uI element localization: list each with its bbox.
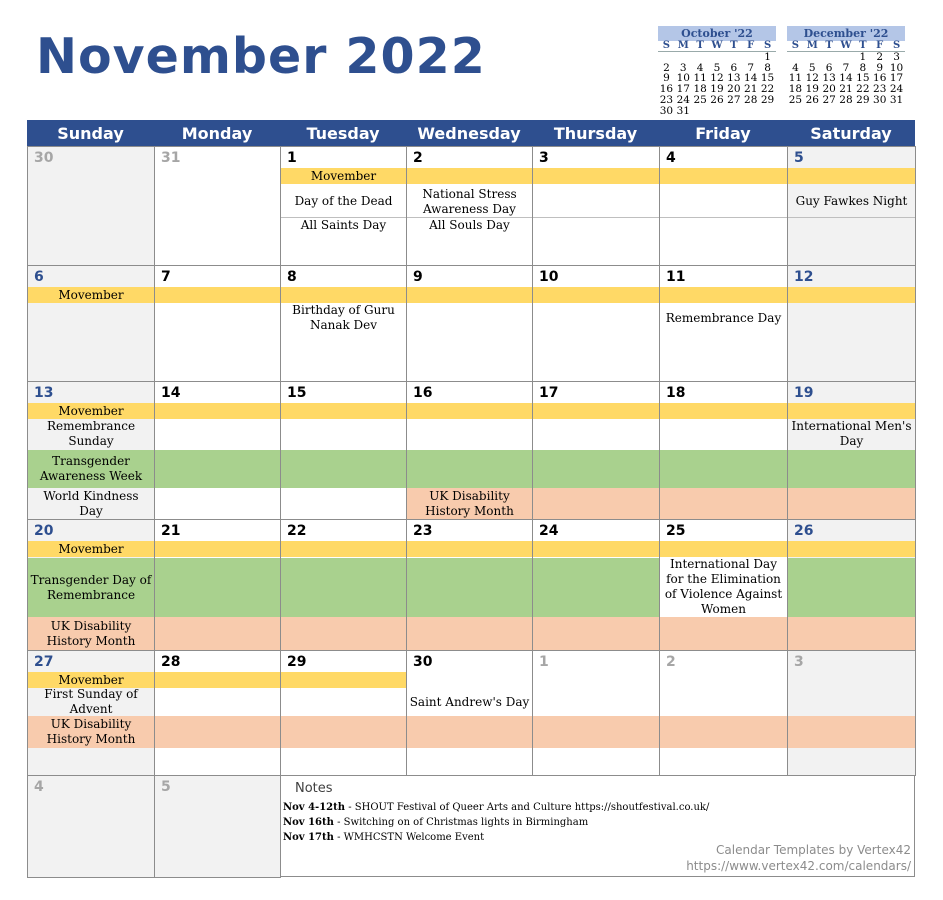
event-band-green <box>28 558 154 617</box>
day-number: 1 <box>539 654 549 670</box>
mini-day: 25 <box>693 93 707 106</box>
mini-day: 11 <box>693 72 707 85</box>
day-cell[interactable] <box>280 265 407 382</box>
day-cell[interactable] <box>406 650 533 776</box>
event-band-yellow <box>281 287 406 303</box>
mini-day: 4 <box>792 61 799 74</box>
mini-day <box>692 52 709 63</box>
mini-day: 31 <box>889 93 904 106</box>
mini-weekday: T <box>854 41 871 52</box>
event-label: UK Disability History Month <box>46 618 136 648</box>
event-band-green <box>533 558 659 617</box>
mini-day: 23 <box>873 83 887 96</box>
event-band-green <box>407 450 532 488</box>
event-band-yellow <box>788 403 915 419</box>
mini-calendar-title: October '22 <box>658 26 776 41</box>
mini-day: 1 <box>859 50 867 63</box>
day-number: 30 <box>413 654 433 670</box>
mini-weekday: S <box>759 41 776 52</box>
event-label: Remembrance Day <box>665 310 782 325</box>
day-number: 31 <box>161 150 181 166</box>
cell-divider <box>533 217 659 218</box>
event-band-yellow <box>28 287 154 303</box>
event-band-peach <box>28 617 154 650</box>
day-cell[interactable] <box>659 146 788 266</box>
note-text: - WMHCSTN Welcome Event <box>333 832 485 843</box>
mini-day: 3 <box>679 61 687 74</box>
event-band-peach <box>788 617 915 650</box>
event-band-yellow <box>155 287 280 303</box>
event-band-yellow <box>788 541 915 557</box>
mini-day: 30 <box>873 93 887 106</box>
mini-day: 20 <box>822 83 836 96</box>
event-label: Transgender Awareness Week <box>39 454 143 483</box>
day-cell[interactable] <box>280 146 407 266</box>
mini-weekday: S <box>787 41 804 52</box>
event-band-yellow <box>28 672 154 688</box>
note-item <box>283 816 588 829</box>
day-number: 25 <box>666 523 686 539</box>
day-number: 1 <box>287 150 297 166</box>
mini-day <box>787 52 804 63</box>
weekday-saturday: Saturday <box>810 124 892 143</box>
mini-day: 29 <box>856 93 870 106</box>
weekday-sunday: Sunday <box>57 124 124 143</box>
event-band-yellow <box>533 287 659 303</box>
mini-day: 30 <box>659 104 674 117</box>
day-cell[interactable] <box>154 650 281 776</box>
mini-day: 11 <box>788 72 803 85</box>
mini-day: 5 <box>808 61 816 74</box>
day-cell[interactable] <box>406 265 533 382</box>
mini-day: 13 <box>822 72 836 85</box>
page-title: November 2022 <box>36 28 486 85</box>
note-text: - Switching on of Christmas lights in Birmingham <box>333 817 589 828</box>
day-number: 30 <box>34 150 54 166</box>
event-label: UK Disability History Month <box>425 489 514 518</box>
mini-day: 21 <box>839 83 853 96</box>
day-number: 5 <box>161 779 171 795</box>
day-number: 4 <box>666 150 676 166</box>
mini-day: 19 <box>710 83 724 96</box>
event-label: Remembrance Sunday <box>46 419 136 448</box>
note-date: Nov 4-12th <box>283 802 346 813</box>
event-band-green <box>155 558 280 617</box>
mini-day: 19 <box>805 83 819 96</box>
event-label: International Day for the Elimination of Violence Against Women <box>664 557 783 616</box>
mini-weekday: W <box>709 41 726 52</box>
mini-day: 24 <box>889 83 904 96</box>
notes-title: Notes <box>295 781 333 796</box>
day-number: 7 <box>161 269 171 285</box>
mini-day <box>804 52 821 63</box>
day-cell[interactable] <box>27 519 155 651</box>
day-cell[interactable] <box>787 381 916 520</box>
mini-day: 22 <box>760 83 775 96</box>
event-band-peach <box>788 716 915 748</box>
mini-weekday: T <box>821 41 838 52</box>
note-text: - SHOUT Festival of Queer Arts and Culture https://shoutfestival.co.uk/ <box>345 802 710 813</box>
day-number: 12 <box>794 269 814 285</box>
event-band-yellow <box>155 403 280 419</box>
day-number: 3 <box>794 654 804 670</box>
note-date: Nov 16th <box>283 817 334 828</box>
event-band-peach <box>533 488 659 520</box>
note-item <box>283 801 709 814</box>
day-cell[interactable] <box>27 265 155 382</box>
event-band-peach <box>660 488 787 520</box>
day-cell[interactable] <box>532 519 660 651</box>
day-number: 10 <box>539 269 559 285</box>
event-label: Day of the Dead <box>294 193 393 208</box>
mini-day: 15 <box>856 72 870 85</box>
day-cell[interactable] <box>280 381 407 520</box>
day-number: 2 <box>666 654 676 670</box>
mini-day: 16 <box>659 83 674 96</box>
event-band-peach <box>533 617 659 650</box>
month-calendar <box>27 120 915 877</box>
event-band-yellow <box>155 672 280 688</box>
event-label: Guy Fawkes Night <box>795 193 908 208</box>
day-number: 18 <box>666 385 686 401</box>
event-band-peach <box>407 617 532 650</box>
day-cell[interactable] <box>787 146 916 266</box>
day-number: 3 <box>539 150 549 166</box>
day-number: 13 <box>34 385 54 401</box>
mini-day: 12 <box>805 72 819 85</box>
event-band-green <box>788 558 915 617</box>
event-label: Movember <box>58 403 124 418</box>
mini-day: 25 <box>788 93 803 106</box>
day-number: 16 <box>413 385 433 401</box>
mini-day: 22 <box>856 83 870 96</box>
mini-weekday: W <box>838 41 855 52</box>
day-cell[interactable] <box>787 519 916 651</box>
day-cell[interactable] <box>406 146 533 266</box>
notes-box <box>280 775 915 877</box>
event-band-peach <box>660 716 787 748</box>
day-number: 14 <box>161 385 181 401</box>
weekday-thursday: Thursday <box>553 124 638 143</box>
weekday-friday: Friday <box>695 124 751 143</box>
event-band-green <box>660 450 787 488</box>
mini-day: 9 <box>663 72 670 85</box>
mini-day: 12 <box>710 72 724 85</box>
day-cell[interactable] <box>659 265 788 382</box>
event-band-peach <box>281 716 406 748</box>
event-band-yellow <box>28 541 154 557</box>
mini-day <box>725 52 742 63</box>
mini-day: 17 <box>676 83 690 96</box>
day-number: 20 <box>34 523 54 539</box>
mini-day: 18 <box>693 83 707 96</box>
event-band-peach <box>407 716 532 748</box>
day-number: 22 <box>287 523 307 539</box>
event-band-yellow <box>407 168 532 184</box>
event-label: Saint Andrew's Day <box>409 694 530 709</box>
mini-day <box>675 52 692 63</box>
event-label: Birthday of Guru Nanak Dev <box>292 303 395 332</box>
event-label: World Kindness Day <box>43 489 139 518</box>
day-cell[interactable] <box>532 265 660 382</box>
mini-day: 2 <box>663 61 670 74</box>
event-band-yellow <box>28 403 154 419</box>
event-band-peach <box>28 716 154 748</box>
weekday-wednesday: Wednesday <box>417 124 521 143</box>
event-band-peach <box>533 716 659 748</box>
day-number: 5 <box>794 150 804 166</box>
mini-day: 14 <box>744 72 758 85</box>
event-band-yellow <box>533 541 659 557</box>
mini-day: 20 <box>727 83 741 96</box>
event-label: Movember <box>58 672 124 687</box>
day-cell[interactable] <box>659 519 788 651</box>
mini-calendar-grid <box>658 41 776 117</box>
event-label: National Stress Awareness Day <box>422 187 517 216</box>
mini-weekday: T <box>692 41 709 52</box>
day-cell[interactable] <box>406 381 533 520</box>
day-cell[interactable] <box>154 519 281 651</box>
day-cell[interactable] <box>280 519 407 651</box>
day-number: 21 <box>161 523 181 539</box>
mini-day: 7 <box>747 61 755 74</box>
day-number: 6 <box>34 269 44 285</box>
mini-calendar-title: December '22 <box>787 26 905 41</box>
day-cell[interactable] <box>532 650 660 776</box>
event-label: Movember <box>58 287 124 302</box>
mini-weekday: S <box>888 41 905 52</box>
mini-day: 31 <box>676 104 690 117</box>
event-label: UK Disability History Month <box>46 717 136 746</box>
mini-day: 10 <box>676 72 690 85</box>
mini-day <box>821 52 838 63</box>
mini-day: 14 <box>839 72 853 85</box>
day-cell[interactable] <box>154 265 281 382</box>
mini-day: 1 <box>764 50 771 63</box>
mini-weekday: M <box>804 41 821 52</box>
mini-day: 26 <box>805 93 819 106</box>
mini-day <box>658 52 675 63</box>
weekday-header <box>27 120 915 146</box>
mini-day: 7 <box>842 61 850 74</box>
event-band-peach <box>660 617 787 650</box>
day-number: 24 <box>539 523 559 539</box>
day-number: 23 <box>413 523 433 539</box>
credit-link[interactable]: https://www.vertex42.com/calendars/ <box>686 859 911 873</box>
day-number: 28 <box>161 654 181 670</box>
mini-day: 27 <box>822 93 836 106</box>
mini-calendar-december <box>787 26 905 106</box>
mini-calendar-grid <box>787 41 905 106</box>
day-number: 17 <box>539 385 559 401</box>
mini-day: 4 <box>696 61 704 74</box>
event-band-yellow <box>660 168 787 184</box>
event-band-peach <box>788 488 915 520</box>
day-number: 11 <box>666 269 686 285</box>
event-band-peach <box>155 617 280 650</box>
mini-day: 21 <box>744 83 758 96</box>
day-number: 26 <box>794 523 814 539</box>
mini-day: 26 <box>710 93 724 106</box>
event-band-yellow <box>407 287 532 303</box>
day-number: 19 <box>794 385 814 401</box>
day-cell[interactable] <box>532 146 660 266</box>
day-number: 2 <box>413 150 423 166</box>
day-cell[interactable] <box>280 650 407 776</box>
mini-day <box>838 52 855 63</box>
day-number: 29 <box>287 654 307 670</box>
mini-day: 8 <box>859 61 867 74</box>
cell-divider <box>660 217 787 218</box>
day-cell[interactable] <box>532 381 660 520</box>
note-item <box>283 831 484 844</box>
mini-day: 28 <box>839 93 853 106</box>
mini-day: 15 <box>760 72 775 85</box>
event-band-yellow <box>533 168 659 184</box>
mini-weekday: S <box>658 41 675 52</box>
event-band-yellow <box>788 287 915 303</box>
day-cell[interactable] <box>659 650 788 776</box>
mini-day <box>742 52 759 63</box>
mini-day: 6 <box>730 61 738 74</box>
mini-calendar-october <box>658 26 776 117</box>
event-band-yellow <box>281 168 406 184</box>
event-label: Movember <box>310 168 377 183</box>
day-number: 4 <box>34 779 44 795</box>
mini-day <box>709 52 726 63</box>
event-band-peach <box>155 716 280 748</box>
day-cell[interactable] <box>27 146 155 266</box>
mini-day: 10 <box>889 61 904 74</box>
mini-day: 8 <box>764 61 771 74</box>
event-band-yellow <box>281 672 406 688</box>
day-number: 27 <box>34 654 54 670</box>
event-label: International Men's Day <box>791 419 912 448</box>
event-band-green <box>788 450 915 488</box>
note-date: Nov 17th <box>283 832 334 843</box>
day-cell[interactable] <box>27 381 155 520</box>
mini-weekday: T <box>725 41 742 52</box>
mini-day: 28 <box>744 93 758 106</box>
event-label: Transgender Day of Remembrance <box>30 572 152 602</box>
event-band-yellow <box>407 403 532 419</box>
event-band-green <box>28 450 154 488</box>
mini-day: 24 <box>676 93 690 106</box>
event-band-peach <box>407 488 532 520</box>
mini-day: 18 <box>788 83 803 96</box>
mini-day: 23 <box>659 93 674 106</box>
event-band-yellow <box>533 403 659 419</box>
mini-day: 13 <box>727 72 741 85</box>
weekday-monday: Monday <box>181 124 253 143</box>
day-cell[interactable] <box>406 519 533 651</box>
day-cell[interactable] <box>659 381 788 520</box>
day-cell[interactable] <box>787 650 916 776</box>
day-cell[interactable] <box>154 381 281 520</box>
event-band-green <box>533 450 659 488</box>
event-band-yellow <box>407 541 532 557</box>
mini-day: 6 <box>825 61 833 74</box>
event-label: Movember <box>58 541 124 556</box>
event-band-yellow <box>660 541 787 557</box>
day-cell[interactable] <box>27 650 155 776</box>
event-band-yellow <box>281 403 406 419</box>
event-label: All Saints Day <box>300 217 387 232</box>
event-band-green <box>281 450 406 488</box>
event-band-yellow <box>788 168 915 184</box>
event-band-green <box>155 450 280 488</box>
mini-day: 16 <box>873 72 887 85</box>
cell-divider <box>788 217 915 218</box>
event-band-yellow <box>660 287 787 303</box>
weekday-tuesday: Tuesday <box>306 124 380 143</box>
mini-day: 27 <box>727 93 741 106</box>
event-band-yellow <box>155 541 280 557</box>
event-label: First Sunday of Advent <box>44 687 138 716</box>
mini-day: 17 <box>889 72 904 85</box>
mini-day: 29 <box>760 93 775 106</box>
day-number: 9 <box>413 269 423 285</box>
day-cell[interactable] <box>27 775 155 878</box>
event-band-yellow <box>660 403 787 419</box>
day-cell[interactable] <box>154 146 281 266</box>
event-band-green <box>281 558 406 617</box>
mini-day: 5 <box>713 61 721 74</box>
event-label: All Souls Day <box>429 217 510 232</box>
day-number: 8 <box>287 269 297 285</box>
day-cell[interactable] <box>154 775 281 878</box>
mini-day: 3 <box>893 50 900 63</box>
credit-line: Calendar Templates by Vertex42 <box>716 843 911 857</box>
mini-weekday: M <box>675 41 692 52</box>
mini-weekday: F <box>871 41 888 52</box>
event-band-peach <box>281 617 406 650</box>
event-band-green <box>407 558 532 617</box>
mini-day: 2 <box>876 50 884 63</box>
day-cell[interactable] <box>787 265 916 382</box>
event-band-yellow <box>281 541 406 557</box>
mini-day: 9 <box>876 61 884 74</box>
day-number: 15 <box>287 385 307 401</box>
mini-weekday: F <box>742 41 759 52</box>
